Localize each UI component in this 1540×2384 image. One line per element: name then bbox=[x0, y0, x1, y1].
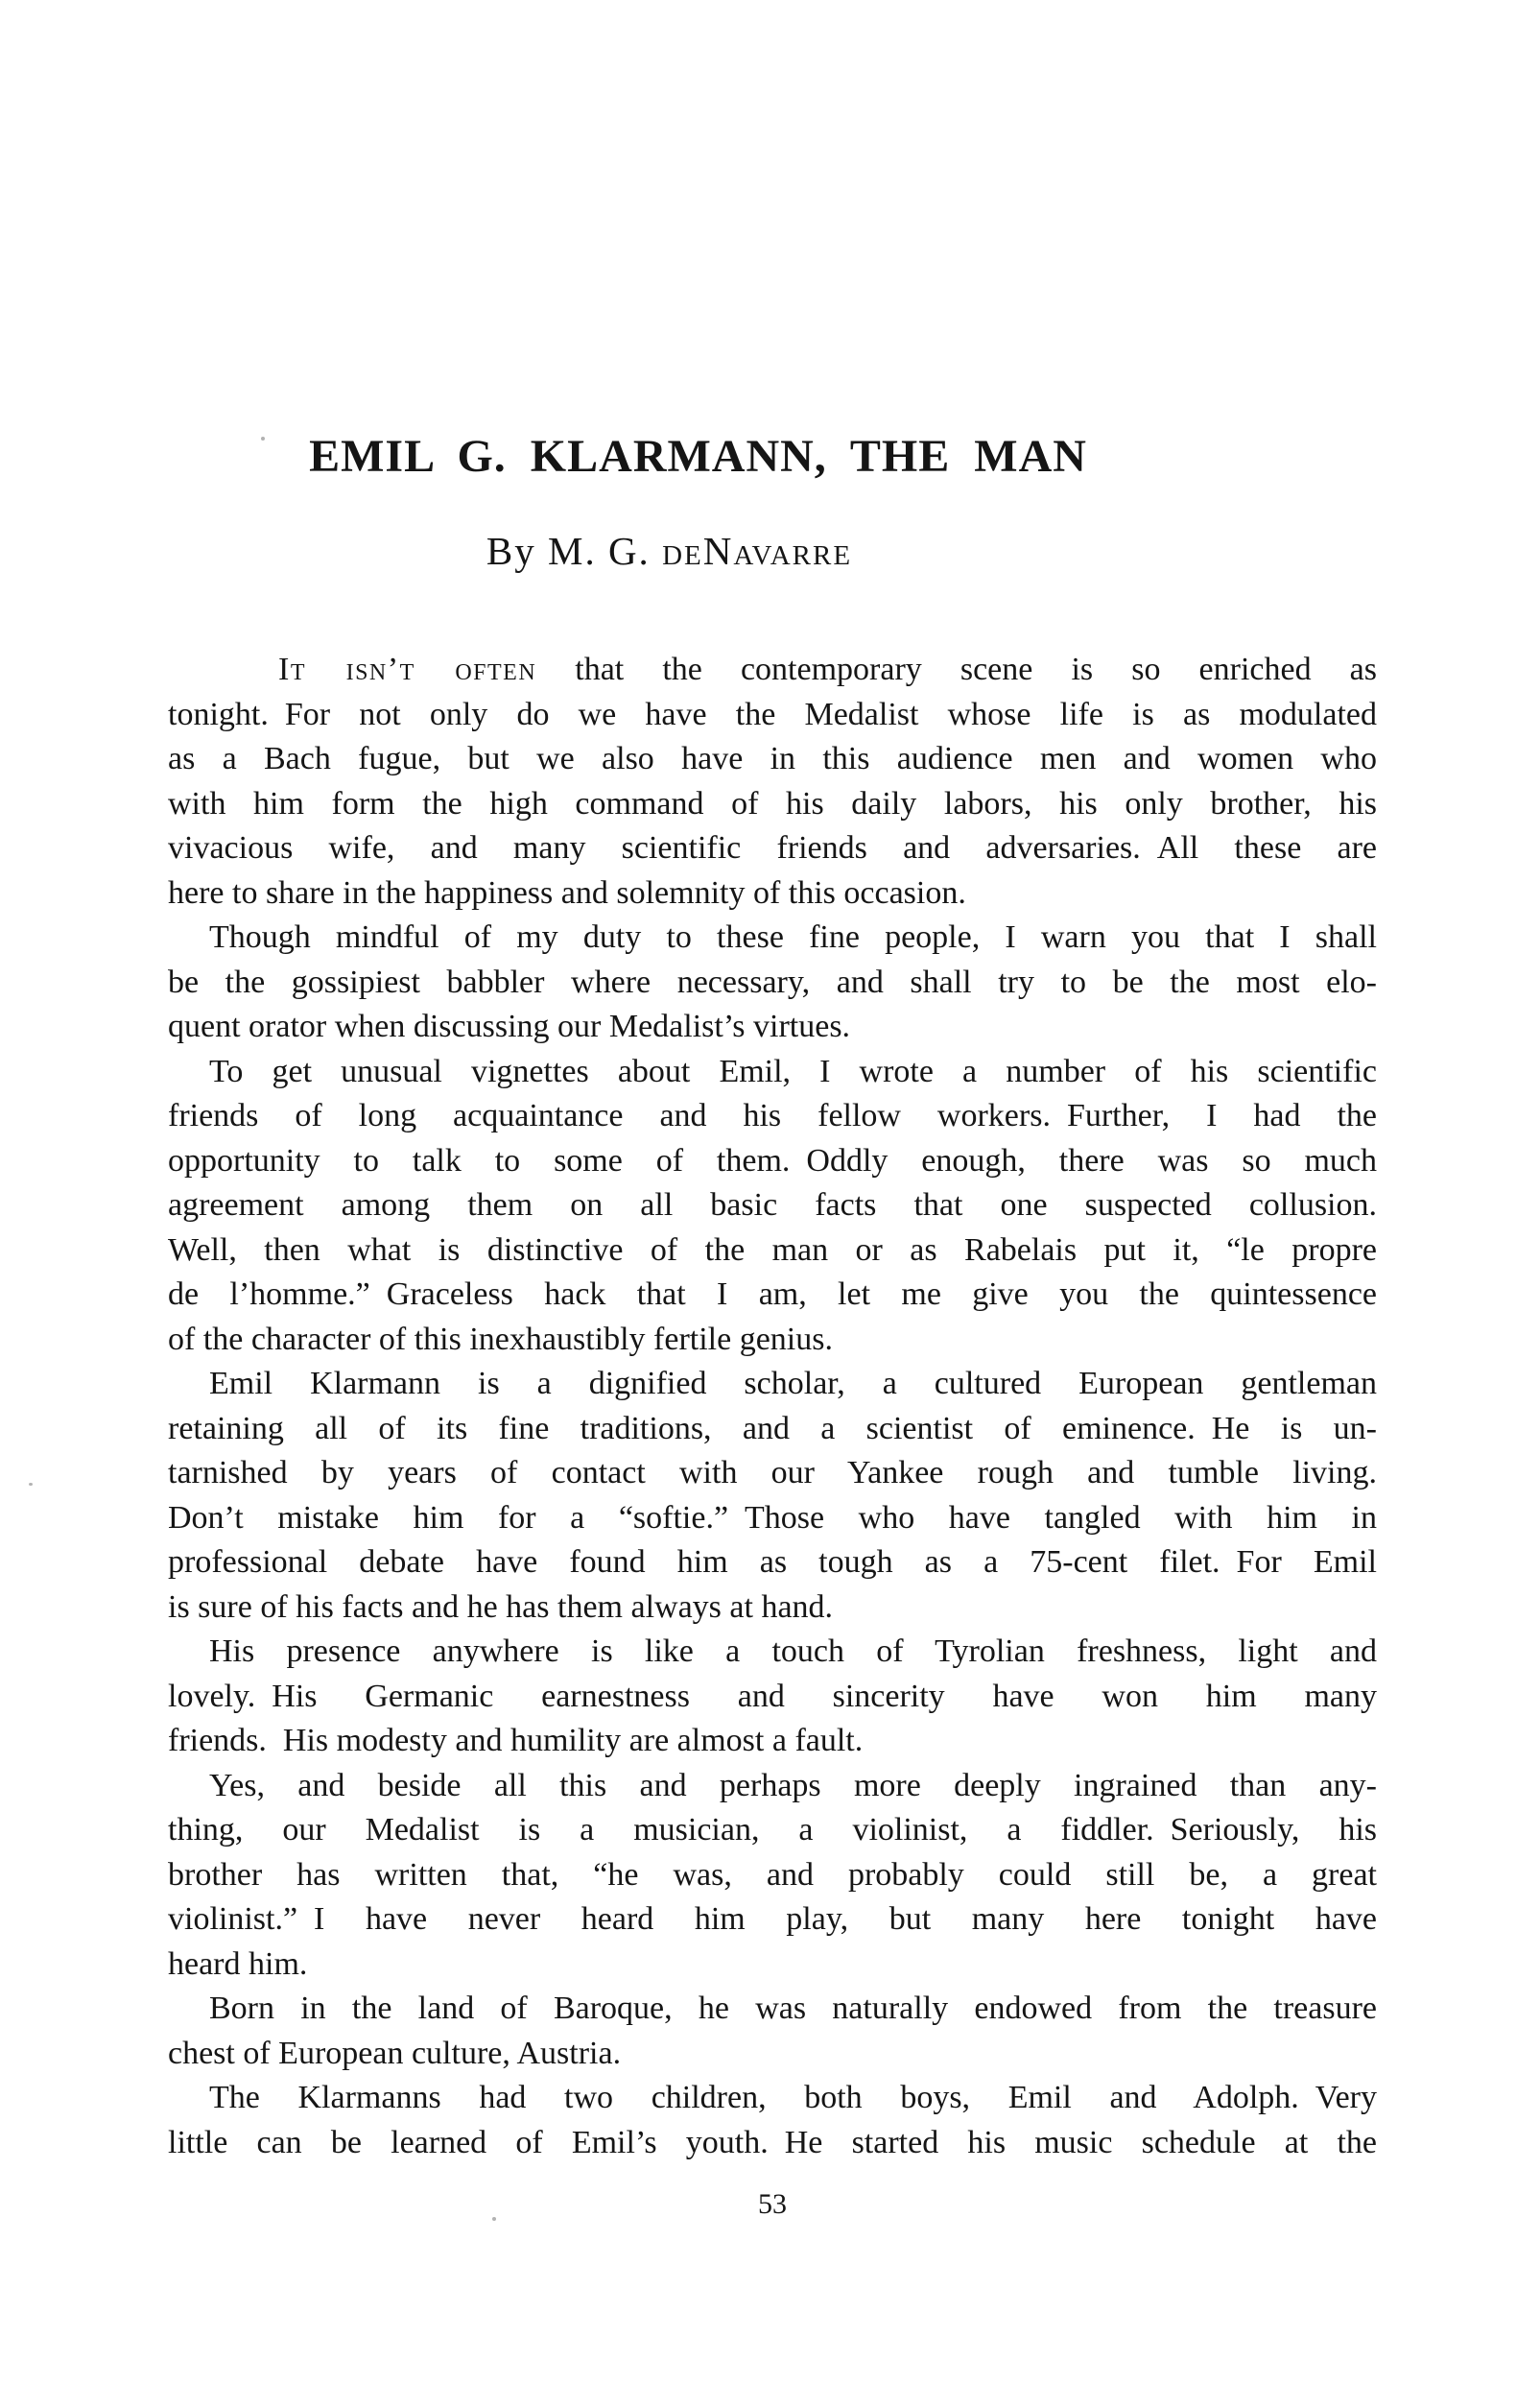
text-line: To get unusual vignettes about Emil, I wrote a number of his scientific bbox=[209, 1053, 1377, 1089]
page-body bbox=[168, 648, 1377, 2165]
text-line: retaining all of its fine traditions, and a scientist of eminence. He is un- bbox=[168, 1410, 1377, 1446]
paragraph bbox=[168, 1764, 1377, 1988]
text-line: Emil Klarmann is a dignified scholar, a cultured European gentleman bbox=[209, 1366, 1377, 1401]
text-line: agreement among them on all basic facts that one suspected collusion. bbox=[168, 1187, 1377, 1223]
scan-speck bbox=[29, 1483, 33, 1486]
byline bbox=[0, 529, 1439, 573]
text-line: violinist.” I have never heard him play, but many here tonight have bbox=[168, 1901, 1377, 1937]
text-line: with him form the high command of his daily labors, his only brother, his bbox=[168, 785, 1377, 822]
text-line: lovely. His Germanic earnestness and sincerity have won him many bbox=[168, 1678, 1377, 1714]
paragraph bbox=[168, 648, 1377, 916]
text-line: vivacious wife, and many scientific friends and adversaries. All these are bbox=[168, 830, 1377, 866]
paragraph bbox=[168, 1630, 1377, 1764]
text-line: brother has written that, “he was, and probably could still be, a great bbox=[168, 1856, 1377, 1893]
page-title: EMIL G. KLARMANN, THE MAN bbox=[309, 431, 1087, 482]
text-line: little can be learned of Emil’s youth. He started his music schedule at the bbox=[168, 2124, 1377, 2160]
text-line: as a Bach fugue, but we also have in this audience men and women who bbox=[168, 741, 1377, 776]
paragraph bbox=[168, 1050, 1377, 1363]
text-line: friends. His modesty and humility are almost a fault. bbox=[168, 1723, 864, 1758]
text-line: de l’homme.” Graceless hack that I am, let me give you the quintessence bbox=[168, 1276, 1377, 1312]
text-line: be the gossipiest babbler where necessary, and shall try to be the most elo- bbox=[168, 964, 1377, 1000]
text-line: friends of long acquaintance and his fellow workers. Further, I had the bbox=[168, 1098, 1377, 1133]
text-line: Don’t mistake him for a “softie.” Those who have tangled with him in bbox=[168, 1499, 1377, 1536]
text-line: Yes, and beside all this and perhaps more deeply ingrained than any- bbox=[209, 1767, 1377, 1803]
paragraph bbox=[168, 1987, 1377, 2076]
text-line: opportunity to talk to some of them. Oddly enough, there was so much bbox=[168, 1142, 1377, 1179]
lead-in-smallcaps: It isn’t often bbox=[278, 652, 537, 687]
text-line: The Klarmanns had two children, both boys, Emil and Adolph. Very bbox=[209, 2080, 1377, 2115]
scan-speck bbox=[492, 2217, 496, 2221]
paragraph bbox=[168, 2076, 1377, 2165]
text-line: thing, our Medalist is a musician, a violinist, a fiddler. Seriously, his bbox=[168, 1812, 1377, 1848]
text-line: quent orator when discussing our Medalist’s virtues. bbox=[168, 1009, 851, 1044]
paragraph bbox=[168, 916, 1377, 1050]
text-line: Though mindful of my duty to these fine people, I warn you that I shall bbox=[209, 919, 1377, 955]
text-line: His presence anywhere is like a touch of Tyrolian freshness, light and bbox=[209, 1633, 1377, 1669]
text-line: tonight. For not only do we have the Medalist whose life is as modulated bbox=[168, 696, 1377, 732]
paragraph bbox=[168, 1362, 1377, 1630]
text-line: Born in the land of Baroque, he was naturally endowed from the treasure bbox=[209, 1991, 1377, 2026]
text-line: heard him. bbox=[168, 1945, 308, 1982]
text-line: Well, then what is distinctive of the man or as Rabelais put it, “le propre bbox=[168, 1231, 1377, 1268]
text-line: is sure of his facts and he has them always at hand. bbox=[168, 1588, 834, 1625]
text-line: It isn’t often that the contemporary scene is so enriched as bbox=[278, 652, 1378, 687]
byline-author-name: deNavarre bbox=[662, 529, 853, 573]
text-line: of the character of this inexhaustibly fertile genius. bbox=[168, 1321, 833, 1357]
text-line: here to share in the happiness and solemnity of this occasion. bbox=[168, 874, 966, 911]
page-number: 53 bbox=[758, 2188, 787, 2220]
text-line: professional debate have found him as tough as a 75-cent filet. For Emil bbox=[168, 1544, 1377, 1580]
text-line: chest of European culture, Austria. bbox=[168, 2035, 622, 2071]
byline-prefix: By M. G. bbox=[486, 529, 663, 573]
text-line: tarnished by years of contact with our Yankee rough and tumble living. bbox=[168, 1455, 1377, 1490]
